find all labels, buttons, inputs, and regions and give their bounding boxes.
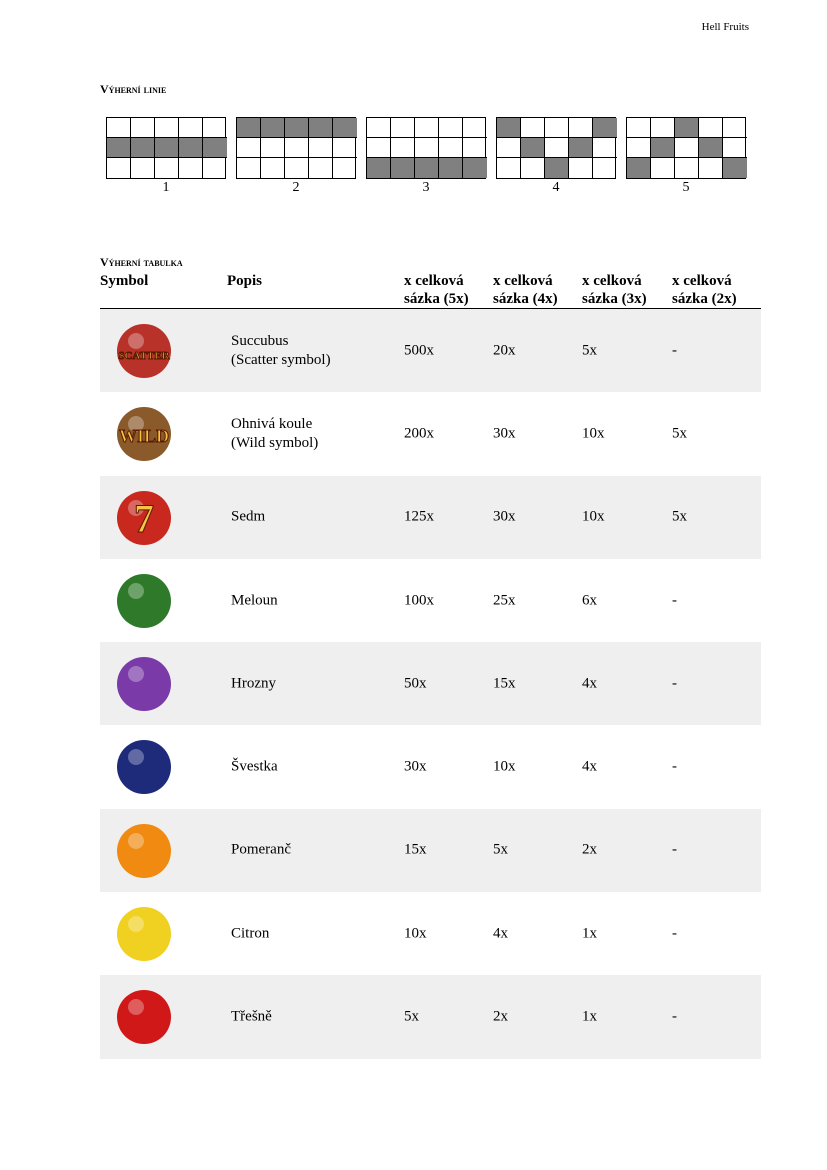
payout-3x: 10x [582, 508, 605, 525]
payline-cell [367, 138, 391, 158]
payline-cell [131, 118, 155, 138]
payline-cell [699, 158, 723, 178]
grapes-icon [112, 652, 176, 716]
payline-cell [675, 138, 699, 158]
payline-cell [309, 138, 333, 158]
payline-cell [309, 158, 333, 178]
payline-cell [131, 158, 155, 178]
payline-grid [626, 117, 746, 179]
symbol-name: Švestka [231, 758, 278, 775]
payout-3x: 5x [582, 342, 597, 359]
payline-cell [463, 118, 487, 138]
symbol-name: Pomeranč [231, 841, 291, 858]
payline-cell [593, 118, 617, 138]
symbol-description [231, 332, 331, 370]
seven-icon [112, 486, 176, 550]
payline-cell [333, 158, 357, 178]
payline-cell [723, 158, 747, 178]
payout-5x: 30x [404, 758, 427, 775]
payline-cell [155, 118, 179, 138]
payout-3x: 6x [582, 592, 597, 609]
payout-2x: - [672, 1008, 677, 1025]
payout-4x: 30x [493, 425, 516, 442]
payline-cell [203, 118, 227, 138]
payline-cell [627, 138, 651, 158]
col-3x: x celková sázka (3x) [582, 273, 647, 307]
col-5x: x celková sázka (5x) [404, 273, 469, 307]
payline-cell [651, 158, 675, 178]
payout-5x: 500x [404, 342, 434, 359]
symbol-name: Succubus [231, 332, 289, 349]
table-row [100, 309, 761, 392]
payline-cell [415, 138, 439, 158]
payout-5x: 125x [404, 508, 434, 525]
payline-cell [651, 118, 675, 138]
payline-4 [496, 117, 616, 196]
lemon-icon [112, 902, 176, 966]
symbol-subtitle: (Scatter symbol) [231, 351, 331, 368]
payline-cell [521, 138, 545, 158]
document-header: Hell Fruits [701, 21, 749, 33]
payout-2x: - [672, 592, 677, 609]
payline-2 [236, 117, 356, 196]
symbol-description [231, 924, 269, 943]
payout-3x: 4x [582, 675, 597, 692]
table-row [100, 559, 761, 642]
payline-5 [626, 117, 746, 196]
svg-text:SCATTER: SCATTER [118, 350, 170, 362]
payout-4x: 30x [493, 508, 516, 525]
payout-5x: 10x [404, 925, 427, 942]
payline-cell [463, 138, 487, 158]
payline-cell [391, 118, 415, 138]
payline-cell [627, 158, 651, 178]
payline-cell [439, 158, 463, 178]
paytable-heading: Výherní tabulka [100, 255, 183, 269]
payout-5x: 15x [404, 841, 427, 858]
payline-cell [237, 158, 261, 178]
watermelon-icon [112, 569, 176, 633]
payout-2x: 5x [672, 508, 687, 525]
payout-2x: 5x [672, 425, 687, 442]
payline-cell [593, 158, 617, 178]
table-row [100, 975, 761, 1058]
table-row [100, 892, 761, 975]
payline-cell [439, 138, 463, 158]
payout-4x: 15x [493, 675, 516, 692]
payline-cell [545, 138, 569, 158]
payline-cell [155, 138, 179, 158]
payline-cell [497, 118, 521, 138]
payline-1 [106, 117, 226, 196]
table-row [100, 476, 761, 559]
payline-cell [675, 118, 699, 138]
payline-number: 1 [162, 180, 170, 195]
payline-cell [285, 138, 309, 158]
table-row [100, 642, 761, 725]
payline-cell [497, 138, 521, 158]
payline-cell [261, 118, 285, 138]
payline-cell [261, 138, 285, 158]
payline-grid [106, 117, 226, 179]
col-description: Popis [227, 273, 263, 289]
payout-3x: 1x [582, 1008, 597, 1025]
payline-cell [651, 138, 675, 158]
table-row [100, 809, 761, 892]
payline-grid [366, 117, 486, 179]
payline-cell [309, 118, 333, 138]
payline-cell [675, 158, 699, 178]
payout-5x: 200x [404, 425, 434, 442]
payline-cell [521, 158, 545, 178]
symbol-name: Sedm [231, 508, 266, 525]
payline-3 [366, 117, 486, 196]
svg-text:7: 7 [134, 495, 154, 541]
payline-cell [261, 158, 285, 178]
payline-cell [285, 158, 309, 178]
payout-4x: 5x [493, 841, 508, 858]
payout-3x: 1x [582, 925, 597, 942]
payline-cell [237, 138, 261, 158]
symbol-description [231, 1008, 272, 1027]
payline-cell [179, 138, 203, 158]
payout-5x: 5x [404, 1008, 419, 1025]
paytable-body [100, 309, 761, 1059]
payline-cell [627, 118, 651, 138]
payline-number: 3 [422, 180, 430, 195]
payline-cell [333, 138, 357, 158]
payline-cell [593, 138, 617, 158]
payout-5x: 100x [404, 592, 434, 609]
symbol-description [231, 415, 318, 453]
payline-cell [569, 118, 593, 138]
succubus-scatter-icon [112, 319, 176, 383]
orange-icon [112, 819, 176, 883]
table-header [100, 272, 761, 309]
symbol-description [231, 674, 276, 693]
payline-cell [521, 118, 545, 138]
payline-cell [497, 158, 521, 178]
payline-cell [179, 158, 203, 178]
payline-cell [237, 118, 261, 138]
payline-cell [155, 158, 179, 178]
symbol-name: Hrozny [231, 675, 276, 692]
payout-2x: - [672, 342, 677, 359]
payline-number: 2 [292, 180, 300, 195]
symbol-name: Meloun [231, 592, 278, 609]
symbol-name: Citron [231, 925, 270, 942]
payline-cell [569, 158, 593, 178]
symbol-name: Třešně [231, 1008, 272, 1025]
payline-cell [699, 118, 723, 138]
svg-text:WILD: WILD [118, 426, 170, 447]
payline-cell [391, 138, 415, 158]
symbol-description [231, 508, 265, 527]
plum-icon [112, 735, 176, 799]
payline-cell [391, 158, 415, 178]
payline-cell [569, 138, 593, 158]
payout-4x: 20x [493, 342, 516, 359]
payline-cell [203, 138, 227, 158]
payout-4x: 10x [493, 758, 516, 775]
payout-2x: - [672, 925, 677, 942]
payline-cell [367, 158, 391, 178]
paylines-heading: Výherní linie [100, 82, 167, 96]
payline-cell [107, 158, 131, 178]
payout-2x: - [672, 675, 677, 692]
symbol-description [231, 758, 278, 777]
payline-grid [236, 117, 356, 179]
payout-2x: - [672, 841, 677, 858]
payline-cell [415, 158, 439, 178]
col-2x: x celková sázka (2x) [672, 273, 737, 307]
payline-cell [463, 158, 487, 178]
fireball-wild-icon [112, 402, 176, 466]
payout-4x: 25x [493, 592, 516, 609]
payline-cell [723, 138, 747, 158]
symbol-name: Ohnivá koule [231, 415, 313, 432]
payline-cell [107, 138, 131, 158]
payout-4x: 4x [493, 925, 508, 942]
payline-cell [545, 158, 569, 178]
col-4x: x celková sázka (4x) [493, 273, 558, 307]
payout-2x: - [672, 758, 677, 775]
payout-5x: 50x [404, 675, 427, 692]
payout-3x: 10x [582, 425, 605, 442]
symbol-description [231, 591, 278, 610]
payout-3x: 4x [582, 758, 597, 775]
payline-cell [131, 138, 155, 158]
payline-cell [415, 118, 439, 138]
payline-cell [699, 138, 723, 158]
table-row [100, 725, 761, 808]
payline-cell [723, 118, 747, 138]
payline-number: 5 [682, 180, 690, 195]
col-symbol: Symbol [100, 273, 149, 289]
payline-cell [333, 118, 357, 138]
cherry-icon [112, 985, 176, 1049]
payline-cell [545, 118, 569, 138]
payout-4x: 2x [493, 1008, 508, 1025]
payline-cell [179, 118, 203, 138]
payline-grid [496, 117, 616, 179]
payline-number: 4 [552, 180, 560, 195]
payline-cell [367, 118, 391, 138]
table-row [100, 392, 761, 475]
payline-cell [439, 118, 463, 138]
symbol-description [231, 841, 291, 860]
symbol-subtitle: (Wild symbol) [231, 434, 319, 451]
payline-cell [203, 158, 227, 178]
payline-cell [285, 118, 309, 138]
payout-3x: 2x [582, 841, 597, 858]
payline-cell [107, 118, 131, 138]
